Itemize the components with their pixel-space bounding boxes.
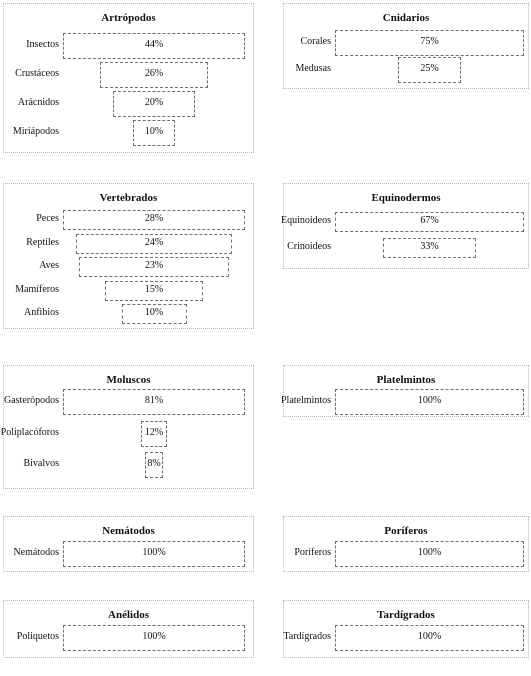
category-label: Anfibios — [24, 307, 59, 318]
panel-title: Tardígrados — [377, 609, 435, 621]
value-label: 23% — [144, 260, 164, 271]
panel-title: Artrópodos — [101, 12, 156, 24]
category-label: Mamíferos — [15, 283, 59, 295]
category-label: Reptiles — [26, 236, 59, 248]
value-label: 20% — [144, 97, 164, 108]
value-label: 81% — [144, 395, 164, 406]
value-label: 8% — [147, 458, 161, 469]
category-label: Bivalvos — [23, 458, 59, 469]
value-label: 100% — [417, 395, 442, 406]
value-label: 75% — [420, 36, 439, 47]
value-label: 67% — [420, 215, 439, 226]
value-label: 100% — [142, 547, 166, 558]
category-label: Poliplacóforos — [0, 426, 59, 438]
panel-title: Poríferos — [384, 525, 428, 537]
category-label: Nemátodos — [13, 547, 59, 558]
value-label: 10% — [144, 126, 164, 137]
value-label: 10% — [144, 307, 164, 318]
category-label: Crustáceos — [15, 68, 59, 79]
category-label: Medusas — [295, 63, 331, 74]
panel-title: Nemátodos — [102, 525, 155, 537]
panel-title: Equinodermos — [371, 192, 441, 204]
category-label: Tardígrados — [283, 631, 331, 642]
value-label: 100% — [142, 631, 166, 642]
value-label: 12% — [144, 426, 164, 438]
category-label: Corales — [300, 36, 331, 47]
value-label: 15% — [144, 283, 164, 295]
panel-title: Platelmintos — [376, 374, 436, 386]
category-label: Equinoideos — [281, 215, 331, 226]
value-label: 24% — [144, 236, 164, 248]
value-label: 44% — [144, 39, 164, 50]
panel-title: Moluscos — [106, 374, 151, 386]
category-label: Miriápodos — [12, 126, 59, 137]
panel-title: Vertebrados — [99, 192, 158, 204]
category-label: Poríferos — [294, 547, 331, 558]
category-label: Poliquetos — [16, 631, 59, 642]
category-label: Arácnidos — [17, 97, 59, 108]
value-label: 100% — [417, 631, 442, 642]
category-label: Peces — [36, 213, 59, 224]
category-label: Platelmintos — [281, 395, 331, 406]
value-label: 26% — [144, 68, 164, 79]
value-label: 33% — [420, 241, 439, 252]
category-label: Crinoideos — [287, 241, 331, 252]
category-label: Aves — [39, 260, 59, 271]
category-label: Gasterópodos — [4, 395, 59, 406]
panel-title: Anélidos — [108, 609, 149, 621]
value-label: 28% — [144, 213, 164, 224]
panel-title: Cnidarios — [382, 12, 430, 24]
value-label: 25% — [420, 63, 439, 74]
category-label: Insectos — [26, 39, 59, 50]
value-label: 100% — [417, 547, 442, 558]
